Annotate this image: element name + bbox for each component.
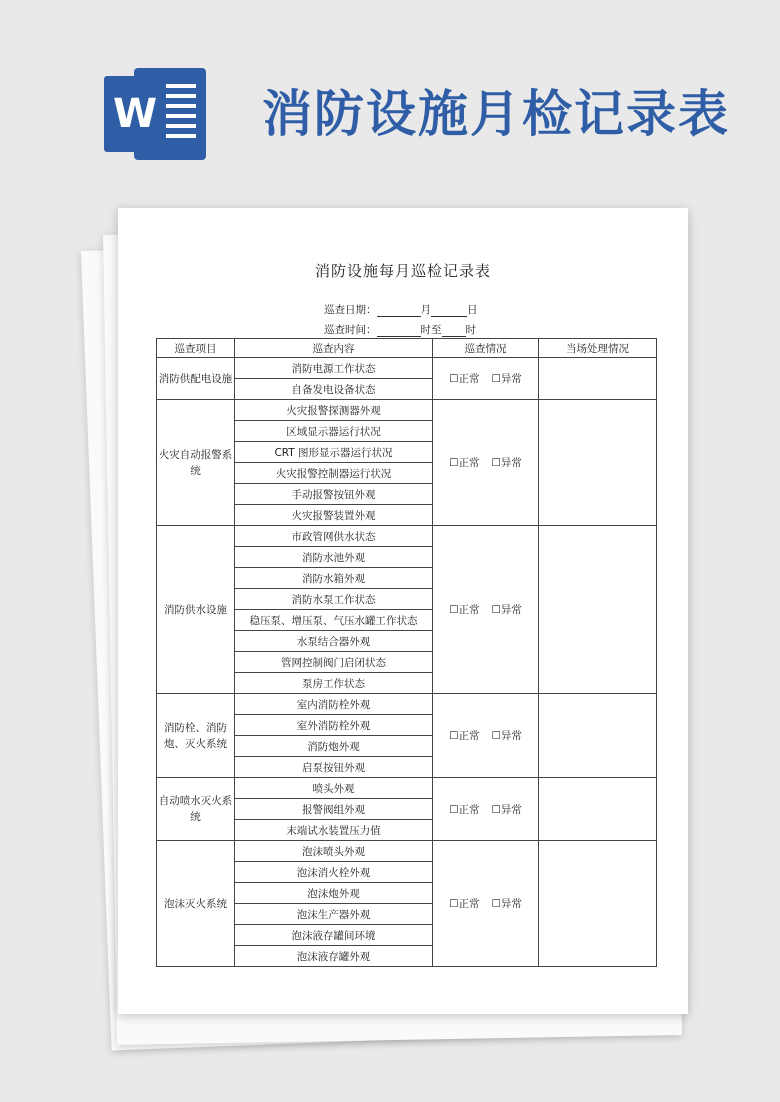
inspection-content: 泡沫消火栓外观 xyxy=(235,862,433,883)
table-row xyxy=(157,778,657,799)
status-abnormal-checkbox[interactable]: ☐异常 xyxy=(491,373,522,385)
status-abnormal-checkbox[interactable]: ☐异常 xyxy=(491,898,522,910)
month-blank xyxy=(377,304,421,317)
status-normal-checkbox[interactable]: ☐正常 xyxy=(449,803,480,816)
table-header-row xyxy=(157,339,657,358)
status-abnormal-checkbox[interactable]: ☐异常 xyxy=(491,604,522,616)
inspection-content: 泡沫液存罐间环境 xyxy=(235,925,433,946)
inspection-category: 泡沫灭火系统 xyxy=(157,841,235,967)
day-label: 日 xyxy=(467,304,478,316)
inspection-status-cell xyxy=(433,526,539,694)
table-row xyxy=(157,358,657,379)
status-abnormal-checkbox[interactable]: ☐异常 xyxy=(491,803,522,816)
time-label: 巡查时间： xyxy=(324,324,377,336)
inspection-content: 泡沫炮外观 xyxy=(235,883,433,904)
handling-cell[interactable] xyxy=(539,778,657,841)
status-normal-checkbox[interactable]: ☐正常 xyxy=(449,898,480,910)
inspection-content: 泡沫液存罐外观 xyxy=(235,946,433,967)
banner-title: 消防设施月检记录表 xyxy=(262,84,730,143)
inspection-content: 泵房工作状态 xyxy=(235,673,433,694)
inspection-content: 消防炮外观 xyxy=(235,736,433,757)
inspection-content: CRT 图形显示器运行状况 xyxy=(235,442,433,463)
inspection-content: 自备发电设备状态 xyxy=(235,379,433,400)
handling-cell[interactable] xyxy=(539,841,657,967)
inspection-category: 消防栓、消防炮、灭火系统 xyxy=(157,694,235,778)
month-label: 月 xyxy=(420,304,431,316)
inspection-content: 启泵按钮外观 xyxy=(235,757,433,778)
inspection-content: 稳压泵、增压泵、气压水罐工作状态 xyxy=(235,610,433,631)
day-blank xyxy=(431,304,467,317)
status-abnormal-checkbox[interactable]: ☐异常 xyxy=(491,457,522,469)
handling-cell[interactable] xyxy=(539,694,657,778)
inspection-content: 消防电源工作状态 xyxy=(235,358,433,379)
table-row xyxy=(157,526,657,547)
logo-letter: W xyxy=(104,76,166,152)
inspection-content: 火灾报警装置外观 xyxy=(235,505,433,526)
handling-cell[interactable] xyxy=(539,526,657,694)
header-content: 巡查内容 xyxy=(235,339,433,358)
inspection-content: 泡沫喷头外观 xyxy=(235,841,433,862)
status-abnormal-checkbox[interactable]: ☐异常 xyxy=(491,730,522,742)
header-status: 巡查情况 xyxy=(433,339,539,358)
status-normal-checkbox[interactable]: ☐正常 xyxy=(449,457,480,469)
header-handling: 当场处理情况 xyxy=(539,339,657,358)
inspection-category: 消防供配电设施 xyxy=(157,358,235,400)
inspection-category: 自动喷水灭火系统 xyxy=(157,778,235,841)
start-hour-blank xyxy=(377,324,421,337)
hour-label: 时 xyxy=(465,324,476,336)
table-row xyxy=(157,841,657,862)
time-line xyxy=(324,322,476,337)
inspection-content: 室内消防栓外观 xyxy=(235,694,433,715)
inspection-content: 管网控制阀门启闭状态 xyxy=(235,652,433,673)
inspection-content: 火灾报警控制器运行状况 xyxy=(235,463,433,484)
handling-cell[interactable] xyxy=(539,358,657,400)
date-line xyxy=(324,302,478,317)
inspection-content: 泡沫生产器外观 xyxy=(235,904,433,925)
inspection-content: 消防水箱外观 xyxy=(235,568,433,589)
handling-cell[interactable] xyxy=(539,400,657,526)
header-item: 巡查项目 xyxy=(157,339,235,358)
inspection-content: 水泵结合器外观 xyxy=(235,631,433,652)
status-normal-checkbox[interactable]: ☐正常 xyxy=(449,604,480,616)
inspection-category: 消防供水设施 xyxy=(157,526,235,694)
table-row xyxy=(157,400,657,421)
inspection-status-cell xyxy=(433,778,539,841)
document-page xyxy=(118,208,688,1014)
inspection-status-cell xyxy=(433,694,539,778)
time-to-label: 时至 xyxy=(420,324,442,336)
inspection-content: 消防水池外观 xyxy=(235,547,433,568)
document-title: 消防设施每月巡检记录表 xyxy=(314,262,491,280)
inspection-status-cell xyxy=(433,841,539,967)
inspection-content: 火灾报警探测器外观 xyxy=(235,400,433,421)
inspection-content: 末端试水装置压力值 xyxy=(235,820,433,841)
date-label: 巡查日期： xyxy=(324,304,377,316)
inspection-category: 火灾自动报警系统 xyxy=(157,400,235,526)
inspection-content: 区域显示器运行状况 xyxy=(235,421,433,442)
inspection-content: 报警阀组外观 xyxy=(235,799,433,820)
table-row xyxy=(157,694,657,715)
inspection-content: 室外消防栓外观 xyxy=(235,715,433,736)
inspection-content: 手动报警按钮外观 xyxy=(235,484,433,505)
inspection-table xyxy=(156,338,657,967)
table-body xyxy=(157,358,657,967)
inspection-status-cell xyxy=(433,400,539,526)
status-normal-checkbox[interactable]: ☐正常 xyxy=(449,730,480,742)
end-hour-blank xyxy=(442,324,466,337)
inspection-content: 消防水泵工作状态 xyxy=(235,589,433,610)
word-document-icon xyxy=(104,68,208,160)
inspection-content: 喷头外观 xyxy=(235,778,433,799)
status-normal-checkbox[interactable]: ☐正常 xyxy=(449,373,480,385)
inspection-status-cell xyxy=(433,358,539,400)
inspection-content: 市政管网供水状态 xyxy=(235,526,433,547)
